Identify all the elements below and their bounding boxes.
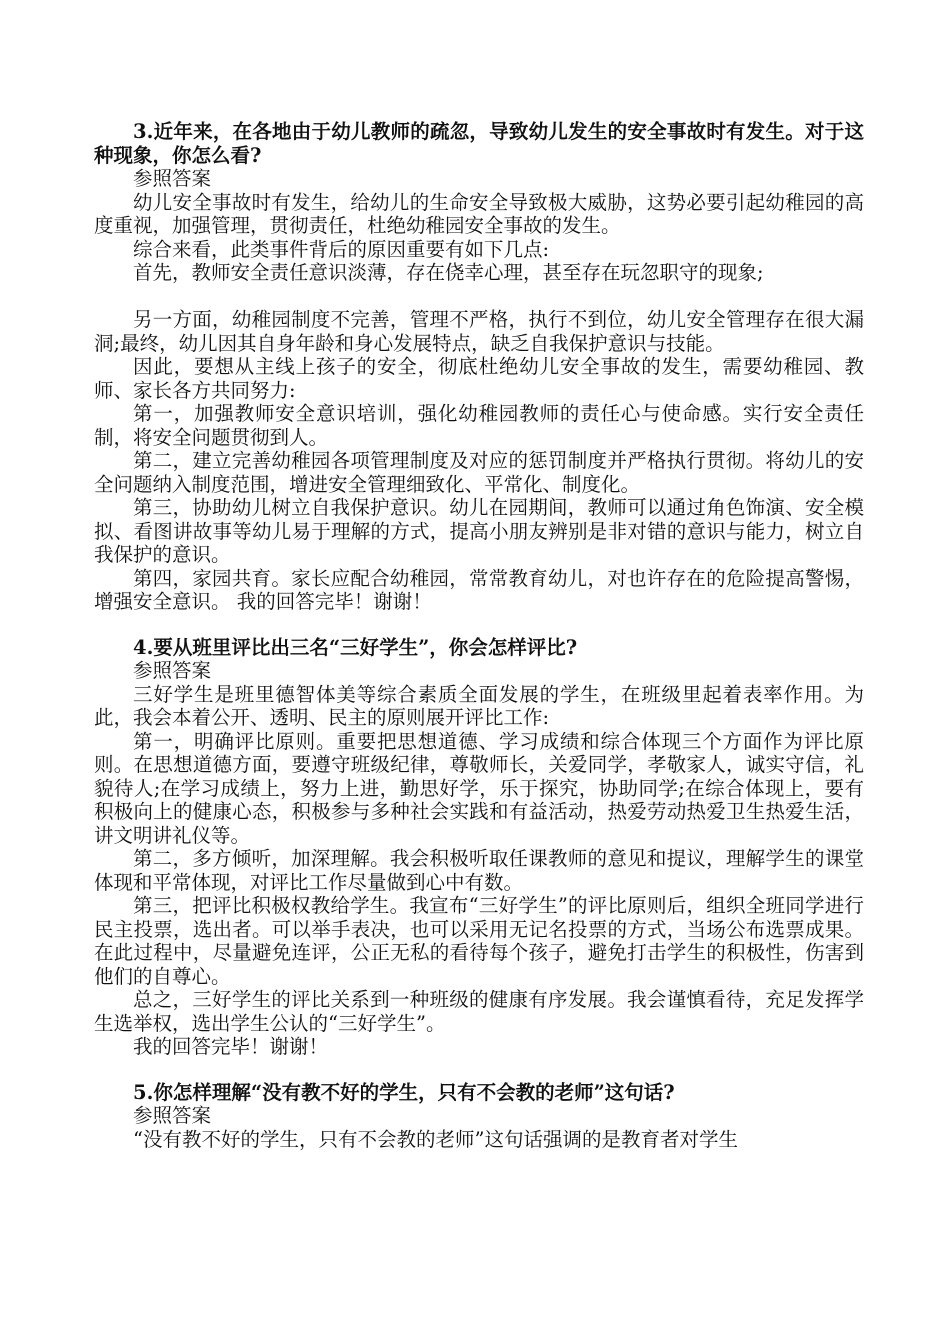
question-3-heading: 3.近年来，在各地由于幼儿教师的疏忽，导致幼儿发生的安全事故时有发生。对于这种现象，你怎么看? — [94, 120, 864, 167]
answer-paragraph: 第二，建立完善幼稚园各项管理制度及对应的惩罚制度并严格执行贯彻。将幼儿的安全问题纳入制度范围，增进安全管理细致化、平常化、制度化。 — [94, 449, 864, 496]
answer-paragraph: 因此，要想从主线上孩子的安全，彻底杜绝幼儿安全事故的发生，需要幼稚园、教师、家长各方共同努力: — [94, 355, 864, 402]
answer-paragraph: 我的回答完毕！谢谢！ — [133, 1035, 329, 1058]
blank-line — [94, 285, 864, 309]
answer-paragraph: “没有教不好的学生，只有不会教的老师”这句话强调的是教育者对学生 — [133, 1127, 738, 1151]
document-body — [94, 120, 864, 1151]
answer-paragraph: 总之，三好学生的评比关系到一种班级的健康有序发展。我会谨慎看待，充足发挥学生选举权，选出学生公认的“三好学生”。 — [94, 988, 864, 1035]
answer-paragraph: 另一方面，幼稚园制度不完善，管理不严格，执行不到位，幼儿安全管理存在很大漏洞;最终，幼儿因其自身年龄和身心发展特点，缺乏自我保护意识与技能。 — [94, 308, 864, 355]
question-4-heading: 4.要从班里评比出三名“三好学生”，你会怎样评比? — [133, 635, 578, 659]
reference-answer-label: 参照答案 — [133, 167, 212, 190]
blank-line — [94, 614, 864, 636]
answer-paragraph: 首先，教师安全责任意识淡薄，存在侥幸心理，甚至存在玩忽职守的现象; — [133, 261, 764, 284]
answer-paragraph: 幼儿安全事故时有发生，给幼儿的生命安全导致极大威胁，这势必要引起幼稚园的高度重视，加强管理，贯彻责任，杜绝幼稚园安全事故的发生。 — [94, 190, 864, 237]
answer-paragraph: 三好学生是班里德智体美等综合素质全面发展的学生，在班级里起着表率作用。为此，我会本着公开、透明、民主的原则展开评比工作: — [94, 682, 864, 729]
answer-paragraph: 第三，把评比积极权教给学生。我宣布“三好学生”的评比原则后，组织全班同学进行民主投票，选出者。可以举手表决，也可以采用无记名投票的方式，当场公布选票成果。在此过程中，尽量避免连评，公正无私的看待每个孩子，避免打击学生的积极性，伤害到他们的自尊心。 — [94, 894, 864, 988]
answer-paragraph: 第二，多方倾听，加深理解。我会积极听取任课教师的意见和提议，理解学生的课堂体现和平常体现，对评比工作尽量做到心中有数。 — [94, 847, 864, 894]
answer-paragraph: 第一，明确评比原则。重要把思想道德、学习成绩和综合体现三个方面作为评比原则。在思想道德方面，要遵守班级纪律，尊敬师长，关爱同学，孝敬家人，诚实守信，礼貌待人;在学习成绩上，努力上进，勤思好学，乐于探究，协助同学;在综合体现上，要有积极向上的健康心态，积极参与多种社会实践和有益活动，热爱劳动热爱卫生热爱生活，讲文明讲礼仪等。 — [94, 729, 864, 847]
answer-paragraph: 综合来看，此类事件背后的原因重要有如下几点: — [133, 237, 550, 261]
answer-paragraph: 第四，家园共育。家长应配合幼稚园，常常教育幼儿，对也许存在的危险提高警惕，增强安全意识。 我的回答完毕！谢谢！ — [94, 566, 864, 613]
question-5-heading: 5.你怎样理解“没有教不好的学生，只有不会教的老师”这句话? — [133, 1080, 675, 1104]
answer-paragraph: 第三，协助幼儿树立自我保护意识。幼儿在园期间，教师可以通过角色饰演、安全模拟、看图讲故事等幼儿易于理解的方式，提高小朋友辨别是非对错的意识与能力，树立自我保护的意识。 — [94, 496, 864, 566]
reference-answer-label: 参照答案 — [133, 1104, 212, 1127]
answer-paragraph: 第一，加强教师安全意识培训，强化幼稚园教师的责任心与使命感。实行安全责任制，将安全问题贯彻到人。 — [94, 402, 864, 449]
blank-line — [94, 1059, 864, 1081]
reference-answer-label: 参照答案 — [133, 659, 212, 682]
